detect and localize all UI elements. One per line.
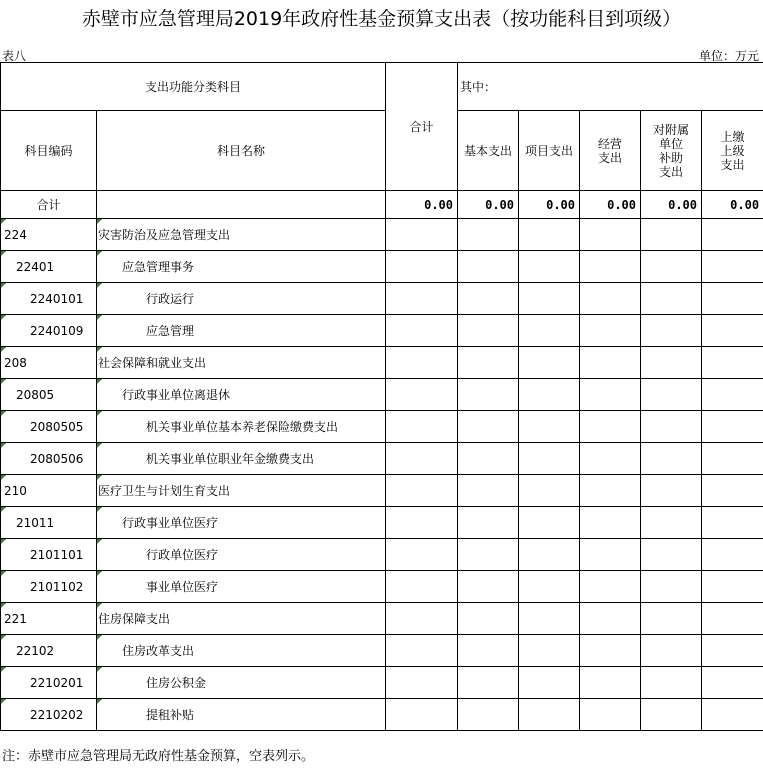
amount-cell	[458, 347, 519, 379]
amount-cell	[386, 315, 458, 347]
amount-cell	[641, 507, 702, 539]
upper-column-header: 上缴 上级 支出	[702, 111, 763, 191]
amount-cell	[458, 539, 519, 571]
subject-name: 事业单位医疗	[97, 571, 386, 603]
totals-business: 0.00	[580, 191, 641, 219]
amount-cell	[519, 251, 580, 283]
amount-cell	[386, 699, 458, 731]
amount-cell	[702, 347, 763, 379]
table-row	[1, 315, 763, 347]
amount-cell	[458, 667, 519, 699]
subject-name: 机关事业单位基本养老保险缴费支出	[97, 411, 386, 443]
amount-cell	[641, 475, 702, 507]
budget-table	[0, 62, 763, 731]
totals-row	[1, 191, 763, 219]
subject-name: 社会保障和就业支出	[97, 347, 386, 379]
subject-name: 住房公积金	[97, 667, 386, 699]
amount-cell	[458, 603, 519, 635]
name-column-header: 科目名称	[97, 111, 386, 191]
table-row	[1, 507, 763, 539]
amount-cell	[702, 699, 763, 731]
subject-name: 应急管理	[97, 315, 386, 347]
amount-cell	[458, 283, 519, 315]
amount-cell	[580, 443, 641, 475]
amount-cell	[386, 379, 458, 411]
business-column-header: 经营 支出	[580, 111, 641, 191]
table-row	[1, 347, 763, 379]
amount-cell	[641, 347, 702, 379]
amount-cell	[580, 539, 641, 571]
amount-cell	[519, 507, 580, 539]
amount-cell	[641, 539, 702, 571]
amount-cell	[580, 379, 641, 411]
amount-cell	[702, 539, 763, 571]
amount-cell	[702, 635, 763, 667]
table-row	[1, 443, 763, 475]
amount-cell	[386, 411, 458, 443]
amount-cell	[519, 347, 580, 379]
totals-project: 0.00	[519, 191, 580, 219]
subject-name: 提租补贴	[97, 699, 386, 731]
amount-cell	[519, 379, 580, 411]
footnote: 注：赤壁市应急管理局无政府性基金预算，空表列示。	[2, 749, 315, 764]
amount-cell	[519, 603, 580, 635]
amount-cell	[641, 603, 702, 635]
amount-cell	[458, 475, 519, 507]
amount-cell	[386, 571, 458, 603]
amount-cell	[519, 443, 580, 475]
subject-code: 208	[1, 347, 97, 379]
of-which-header: 其中：	[458, 63, 763, 111]
amount-cell	[458, 315, 519, 347]
table-row	[1, 219, 763, 251]
amount-cell	[386, 443, 458, 475]
unit-label: 单位：万元	[698, 49, 759, 63]
amount-cell	[641, 251, 702, 283]
amount-cell	[519, 571, 580, 603]
subject-name: 住房改革支出	[97, 635, 386, 667]
subject-code: 2210202	[1, 699, 97, 731]
amount-cell	[702, 315, 763, 347]
table-row	[1, 379, 763, 411]
code-column-header: 科目编码	[1, 111, 97, 191]
table-row	[1, 667, 763, 699]
amount-cell	[519, 315, 580, 347]
function-classification-header: 支出功能分类科目	[1, 63, 386, 111]
subject-code: 2080505	[1, 411, 97, 443]
amount-cell	[702, 667, 763, 699]
amount-cell	[580, 571, 641, 603]
amount-cell	[702, 379, 763, 411]
amount-cell	[580, 603, 641, 635]
amount-cell	[386, 667, 458, 699]
subsidy-column-header: 对附属 单位 补助 支出	[641, 111, 702, 191]
amount-cell	[458, 251, 519, 283]
subject-name: 应急管理事务	[97, 251, 386, 283]
subject-name: 灾害防治及应急管理支出	[97, 219, 386, 251]
amount-cell	[702, 251, 763, 283]
subject-code: 2101102	[1, 571, 97, 603]
totals-basic: 0.00	[458, 191, 519, 219]
table-row	[1, 539, 763, 571]
amount-cell	[702, 219, 763, 251]
amount-cell	[580, 251, 641, 283]
table-row	[1, 411, 763, 443]
amount-cell	[458, 635, 519, 667]
amount-cell	[702, 603, 763, 635]
amount-cell	[458, 443, 519, 475]
amount-cell	[702, 571, 763, 603]
amount-cell	[580, 315, 641, 347]
amount-cell	[702, 411, 763, 443]
subject-code: 224	[1, 219, 97, 251]
amount-cell	[519, 699, 580, 731]
subject-code: 2210201	[1, 667, 97, 699]
table-row	[1, 699, 763, 731]
amount-cell	[519, 667, 580, 699]
subject-code: 22401	[1, 251, 97, 283]
amount-cell	[702, 283, 763, 315]
amount-cell	[641, 635, 702, 667]
subject-name: 机关事业单位职业年金缴费支出	[97, 443, 386, 475]
amount-cell	[458, 411, 519, 443]
amount-cell	[386, 475, 458, 507]
subject-code: 21011	[1, 507, 97, 539]
subject-code: 210	[1, 475, 97, 507]
amount-cell	[519, 539, 580, 571]
amount-cell	[458, 571, 519, 603]
subject-name: 行政运行	[97, 283, 386, 315]
amount-cell	[641, 315, 702, 347]
amount-cell	[580, 347, 641, 379]
amount-cell	[519, 635, 580, 667]
amount-cell	[580, 667, 641, 699]
subject-name: 医疗卫生与计划生育支出	[97, 475, 386, 507]
table-row	[1, 635, 763, 667]
amount-cell	[641, 219, 702, 251]
totals-label: 合计	[1, 191, 97, 219]
amount-cell	[702, 475, 763, 507]
subject-code: 2101101	[1, 539, 97, 571]
table-row	[1, 283, 763, 315]
page-title: 赤壁市应急管理局2019年政府性基金预算支出表（按功能科目到项级）	[81, 8, 682, 30]
amount-cell	[580, 699, 641, 731]
amount-cell	[580, 411, 641, 443]
amount-cell	[519, 219, 580, 251]
amount-cell	[386, 635, 458, 667]
totals-upper: 0.00	[702, 191, 763, 219]
amount-cell	[386, 219, 458, 251]
amount-cell	[580, 507, 641, 539]
table-number: 表八	[2, 49, 27, 63]
amount-cell	[641, 571, 702, 603]
amount-cell	[580, 283, 641, 315]
subject-name: 行政单位医疗	[97, 539, 386, 571]
amount-cell	[386, 507, 458, 539]
subject-code: 2080506	[1, 443, 97, 475]
subject-code: 221	[1, 603, 97, 635]
amount-cell	[580, 635, 641, 667]
amount-cell	[641, 443, 702, 475]
subject-code: 20805	[1, 379, 97, 411]
totals-total: 0.00	[386, 191, 458, 219]
table-row	[1, 475, 763, 507]
subject-name: 行政事业单位医疗	[97, 507, 386, 539]
subject-name: 行政事业单位离退休	[97, 379, 386, 411]
amount-cell	[519, 411, 580, 443]
amount-cell	[641, 283, 702, 315]
amount-cell	[641, 379, 702, 411]
amount-cell	[386, 251, 458, 283]
table-row	[1, 603, 763, 635]
amount-cell	[702, 443, 763, 475]
project-column-header: 项目支出	[519, 111, 580, 191]
amount-cell	[519, 283, 580, 315]
amount-cell	[580, 219, 641, 251]
amount-cell	[458, 219, 519, 251]
amount-cell	[641, 699, 702, 731]
subject-name: 住房保障支出	[97, 603, 386, 635]
table-row	[1, 571, 763, 603]
amount-cell	[386, 283, 458, 315]
subject-code: 2240109	[1, 315, 97, 347]
table-row	[1, 251, 763, 283]
totals-subsidy: 0.00	[641, 191, 702, 219]
amount-cell	[641, 667, 702, 699]
amount-cell	[519, 475, 580, 507]
total-column-header: 合计	[386, 63, 458, 191]
amount-cell	[386, 539, 458, 571]
amount-cell	[641, 411, 702, 443]
subject-code: 2240101	[1, 283, 97, 315]
amount-cell	[458, 699, 519, 731]
amount-cell	[580, 475, 641, 507]
amount-cell	[458, 379, 519, 411]
basic-column-header: 基本支出	[458, 111, 519, 191]
amount-cell	[702, 507, 763, 539]
amount-cell	[386, 603, 458, 635]
subject-code: 22102	[1, 635, 97, 667]
amount-cell	[386, 347, 458, 379]
amount-cell	[458, 507, 519, 539]
